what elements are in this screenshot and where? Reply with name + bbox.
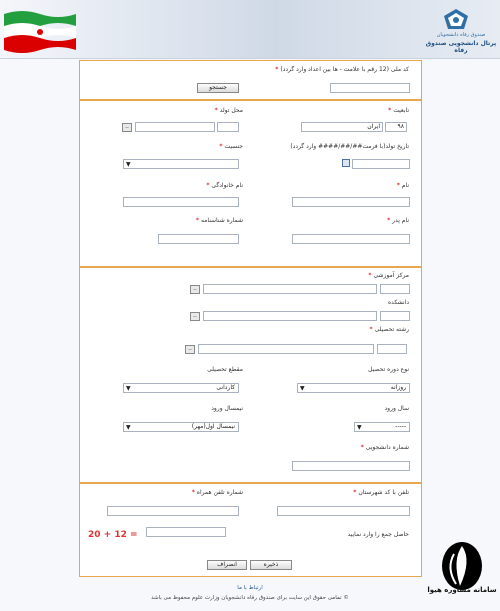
hiva-logo-icon [432, 540, 492, 606]
personal-info-panel [79, 100, 422, 267]
contact-us-link[interactable]: ارتباط با ما [237, 585, 263, 591]
student-number-label: شماره دانشجویی * [360, 444, 409, 451]
faculty-code-input[interactable] [380, 311, 410, 321]
iran-flag-icon [2, 6, 78, 54]
last-name-label: نام خانوادگی * [206, 182, 243, 189]
major-lookup-button[interactable]: .. [185, 345, 195, 354]
nationality-label: تابعیت * [388, 107, 409, 114]
course-type-label: نوع دوره تحصیل [368, 366, 409, 373]
entry-year-select[interactable]: ▼ ----- [354, 422, 410, 432]
education-center-lookup-button[interactable]: .. [190, 285, 200, 294]
captcha-label: حاصل جمع را وارد نمایید [347, 531, 409, 538]
father-name-label: نام پدر * [387, 217, 409, 224]
faculty-name-input[interactable] [203, 311, 377, 321]
cancel-button[interactable]: انصراف [207, 560, 247, 570]
nationality-code-input[interactable]: ۹۸ [385, 122, 407, 132]
student-number-input[interactable] [292, 461, 410, 471]
entry-semester-label: نیمسال ورود [211, 405, 243, 412]
degree-value: کاردانی [216, 384, 235, 391]
captcha-input[interactable] [146, 527, 226, 537]
education-center-name-input[interactable] [203, 284, 377, 294]
entry-semester-select[interactable]: ▼ نیمسال اول(مهر) [123, 422, 239, 432]
birth-place-lookup-button[interactable]: .. [122, 123, 132, 132]
search-button[interactable]: جستجو [197, 83, 239, 93]
entry-semester-value: نیمسال اول(مهر) [191, 423, 235, 430]
birth-place-code-input[interactable] [217, 122, 239, 132]
phone-input[interactable] [277, 506, 410, 516]
site-header [0, 0, 500, 59]
welfare-fund-logo-icon [443, 8, 469, 30]
logo-subtitle: صندوق رفاه دانشجویان [436, 32, 486, 38]
father-name-input[interactable] [292, 234, 410, 244]
last-name-input[interactable] [123, 197, 239, 207]
phone-label: تلفن با کد شهرستان * [353, 489, 409, 496]
calendar-icon[interactable] [342, 159, 350, 167]
search-panel [79, 60, 422, 100]
id-number-label: شماره شناسنامه * [195, 217, 243, 224]
major-code-input[interactable] [377, 344, 407, 354]
first-name-label: نام * [396, 182, 409, 189]
gender-label: جنسیت * [219, 143, 243, 150]
birth-date-label: تاریخ تولد(با فرمت##/##/#### وارد گردد) [290, 143, 409, 150]
entry-year-label: سال ورود [384, 405, 409, 412]
logo-title: پرتال دانشجویی صندوق رفاه [425, 40, 497, 54]
education-center-label: مرکز آموزشی * [368, 272, 409, 279]
birth-place-label: محل تولد * [214, 107, 243, 114]
degree-label: مقطع تحصیلی [207, 366, 243, 373]
course-type-select[interactable]: ▼ روزانه [297, 383, 410, 393]
faculty-label: دانشکده [388, 299, 409, 306]
course-type-value: روزانه [390, 384, 406, 391]
copyright-text: © تمامی حقوق این سایت برای صندوق رفاه دانشجویان وزارت علوم محفوظ می باشد [151, 595, 349, 601]
id-number-input[interactable] [158, 234, 239, 244]
degree-select[interactable]: ▼ کاردانی [123, 383, 239, 393]
faculty-lookup-button[interactable]: .. [190, 312, 200, 321]
major-label: رشته تحصیلی * [369, 326, 409, 333]
national-code-label: کد ملی (12 رقم با علامت - ها بین اعداد وارد گردد) * [275, 66, 409, 73]
education-center-code-input[interactable] [380, 284, 410, 294]
mobile-input[interactable] [107, 506, 239, 516]
major-name-input[interactable] [198, 344, 374, 354]
birth-date-input[interactable] [352, 159, 410, 169]
captcha-expression: 20 + 12 = [88, 530, 138, 540]
gender-select[interactable]: ▼ [123, 159, 239, 169]
entry-year-value: ----- [395, 423, 406, 430]
mobile-label: شماره تلفن همراه * [191, 489, 243, 496]
save-button[interactable]: ذخیره [250, 560, 292, 570]
education-panel [79, 267, 422, 483]
nationality-name-input[interactable]: ایران [301, 122, 383, 132]
birth-place-name-input[interactable] [135, 122, 215, 132]
national-code-input[interactable] [330, 83, 410, 93]
hiva-badge-text: سامانه مشاوره هیوا [427, 586, 497, 594]
first-name-input[interactable] [292, 197, 410, 207]
